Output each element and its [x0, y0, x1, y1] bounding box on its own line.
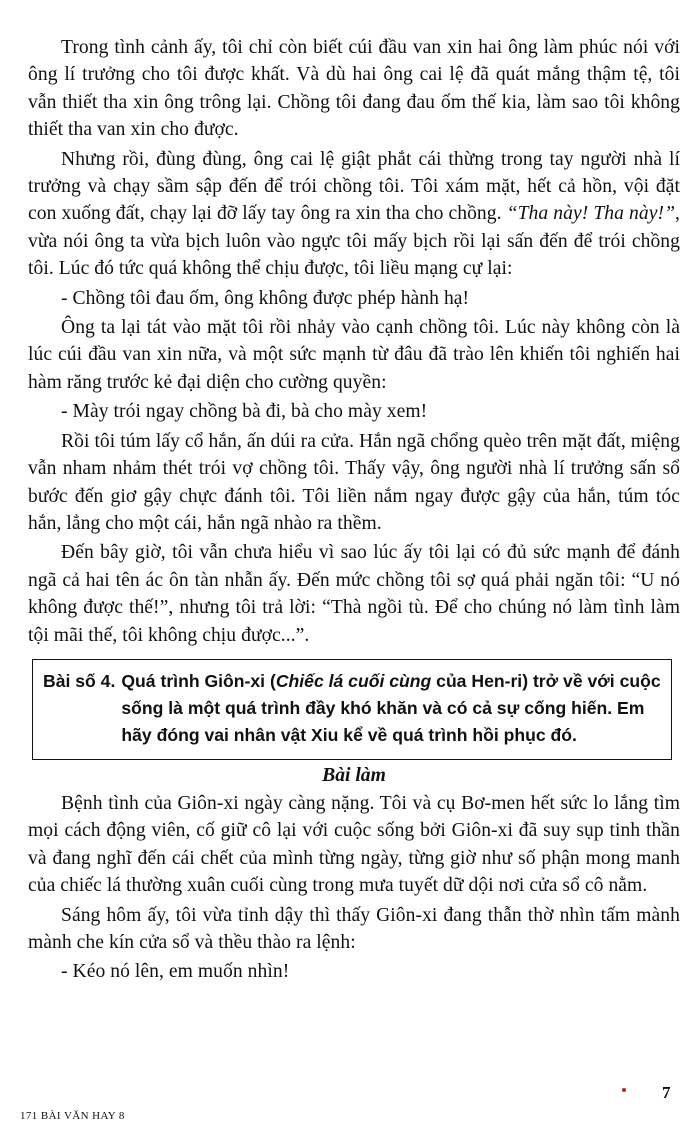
answer-heading: Bài làm [322, 764, 386, 786]
exercise-number: Bài số 4. [43, 670, 116, 691]
paragraph: Rồi tôi túm lấy cổ hắn, ấn dúi ra cửa. Hắn ngã chổng quèo trên mặt đất, miệng vẫn nham nhảm thét trói vợ chồng tôi. Thấy vậy, ông người nhà lí trưởng sấn sổ bước đến giơ gậy chực đánh tôi. Tôi liền nắm ngay được gậy của hắn, túm tóc hắn, lẳng cho một cái, hắn ngã nhào ra thềm. [28, 430, 680, 534]
paragraph-text: , vừa nói ông ta vừa bịch luôn vào ngực tôi mấy bịch rồi lại sấn đến để trói chồng tôi. Lúc đó tức quá không thể chịu được, tôi liều mạng cự lại: [28, 203, 680, 280]
paragraph: Trong tình cảnh ấy, tôi chỉ còn biết cúi đầu van xin hai ông làm phúc nói với ông lí trưởng cho tôi được khất. Và dù hai ông cai lệ đã quát mắng thậm tệ, tôi vẫn thiết tha xin ông trông lại. Chồng tôi đang đau ốm thế kia, làm sao tôi không thiết tha van xin cho được. [28, 37, 680, 141]
paragraph [28, 146, 680, 283]
paragraph: Đến bây giờ, tôi vẫn chưa hiểu vì sao lúc ấy tôi lại có đủ sức mạnh để đánh ngã cả hai tên ác ôn tàn nhẫn ấy. Đến mức chồng tôi sợ quá phải ngăn tôi: “U nó không được thế!”, nhưng tôi trả lời: “Thà ngồi tù. Để cho chúng nó làm tình làm tội mãi thế, tôi không chịu được...”. [28, 542, 680, 646]
dialogue-line: - Chồng tôi đau ốm, ông không được phép hành hạ! [61, 287, 470, 309]
exercise-text: Quá trình Giôn-xi ( [121, 670, 276, 691]
paragraph: Sáng hôm ấy, tôi vừa tỉnh dậy thì thấy Giôn-xi đang thẫn thờ nhìn tấm mành mành che kín cửa sổ và thều thào ra lệnh: [28, 904, 680, 953]
footer-mark [622, 1088, 626, 1092]
dialogue-line: - Mày trói ngay chồng bà đi, bà cho mày xem! [61, 401, 428, 423]
quoted-speech: “Tha này! Tha này!” [506, 203, 676, 225]
exercise-text: trở về với cuộc sống là một quá trình đầy khó khăn và có cả sự cống hiến. Em hãy đóng vai nhân vật Xiu kể về quá trình hồi phục đó. [121, 670, 661, 745]
paragraph: Ông ta lại tát vào mặt tôi rồi nhảy vào cạnh chồng tôi. Lúc này không còn là lúc cúi đầu van xin nữa, và một sức mạnh từ đâu đã trào lên khiến tôi nghiến hai hàm răng trước kẻ đại diện cho cường quyền: [28, 317, 680, 393]
work-title: Chiếc lá cuối cùng [275, 670, 432, 691]
exercise-prompt [121, 668, 661, 749]
book-title-footer: 171 BÀI VĂN HAY 8 [20, 1110, 125, 1122]
paragraph: Bệnh tình của Giôn-xi ngày càng nặng. Tôi và cụ Bơ-men hết sức lo lắng tìm mọi cách động viên, cố giữ cô lại với cuộc sống bởi Giôn-xi đã suy sụp tinh thần và đang nghĩ đến cái chết của mình từng ngày, từng giờ như số phận mong manh của chiếc lá thường xuân cuối cùng trong mưa tuyết dữ dội nơi cửa sổ cô nằm. [28, 792, 680, 897]
page-number: 7 [662, 1083, 671, 1102]
dialogue-line: - Kéo nó lên, em muốn nhìn! [61, 961, 290, 983]
exercise-text: của Hen-ri) [431, 670, 529, 691]
page-body [28, 34, 680, 986]
paragraph-text: Nhưng rồi, đùng đùng, ông cai lệ giật phắt cái thừng trong tay người nhà lí trưởng và chạy sầm sập đến để trói chồng tôi. Tôi xám mặt, hết cả hồn, vội đặt con xuống đất, chạy lại đỡ lấy tay ông ra xin tha cho chồng. [28, 148, 680, 225]
exercise-box [32, 659, 672, 760]
